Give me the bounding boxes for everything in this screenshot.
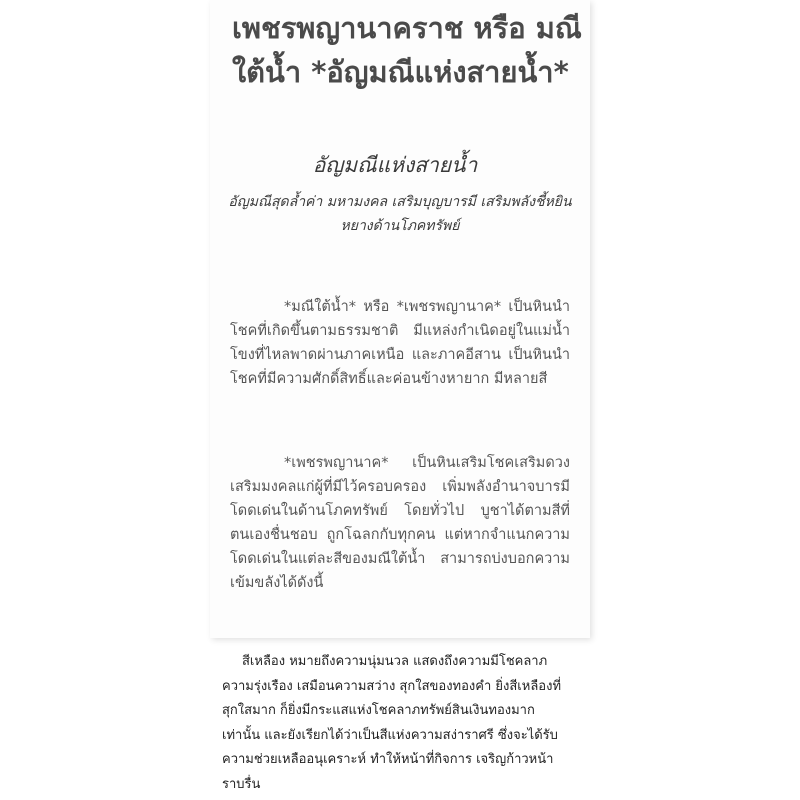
yellow-color-section: สีเหลือง หมายถึงความนุ่มนวล แสดงถึงความมีโชคลาภ ความรุ่งเรือง เสมือนความสว่าง สุกใสของทองคำ ยิ่งสีเหลืองที่สุกใสมาก ก็ยิ่งมีกระแสแห่งโชคลาภทรัพย์สินเงินทองมากเท่านั้น และยังเรียกได้ว่าเป็นสีแห่งความสง่าราศรี ซึ่งจะได้รับความช่วยเหลืออนุเคราะห์ ทำให้หน้าที่กิจการ เจริญก้าวหน้าราบรื่น [222,654,562,792]
article-subtitle: อัญมณีแห่งสายน้ำ [312,153,478,177]
paragraph-intro: *มณีใต้น้ำ* หรือ *เพชรพญานาค* เป็นหินนำโชคที่เกิดขึ้นตามธรรมชาติ มีแหล่งกำเนิดอยู่ในแม่น้ำโขงที่ไหลพาดผ่านภาคเหนือ และภาคอีสาน เป็นหินนำโชคที่มีความศักดิ์สิทธิ์และค่อนข้างหายาก มีหลายสี [230,299,570,387]
article-title: เพชรพญานาคราช หรือ มณีใต้น้ำ *อัญมณีแห่งสายน้ำ* [232,11,582,89]
paragraph-properties: *เพชรพญานาค* เป็นหินเสริมโชคเสริมดวงเสริมมงคลแก่ผู้ที่มีไว้ครอบครอง เพิ่มพลังอำนาจบารมี โดดเด่นในด้านโภคทรัพย์ โดยทั่วไป บูชาได้ตามสีที่ตนเองชื่นชอบ ถูกโฉลกกับทุกคน แต่หากจำแนกความโดดเด่นในแต่ละสีของมณีใต้น้ำ สามารถบ่งบอกความเข้มขลังได้ดังนี้ [230,455,570,591]
article-tagline: อัญมณีสุดล้ำค่า มหามงคล เสริมบุญบารมี เสริมพลังชี้หยินหยางด้านโภคทรัพย์ [228,194,572,234]
